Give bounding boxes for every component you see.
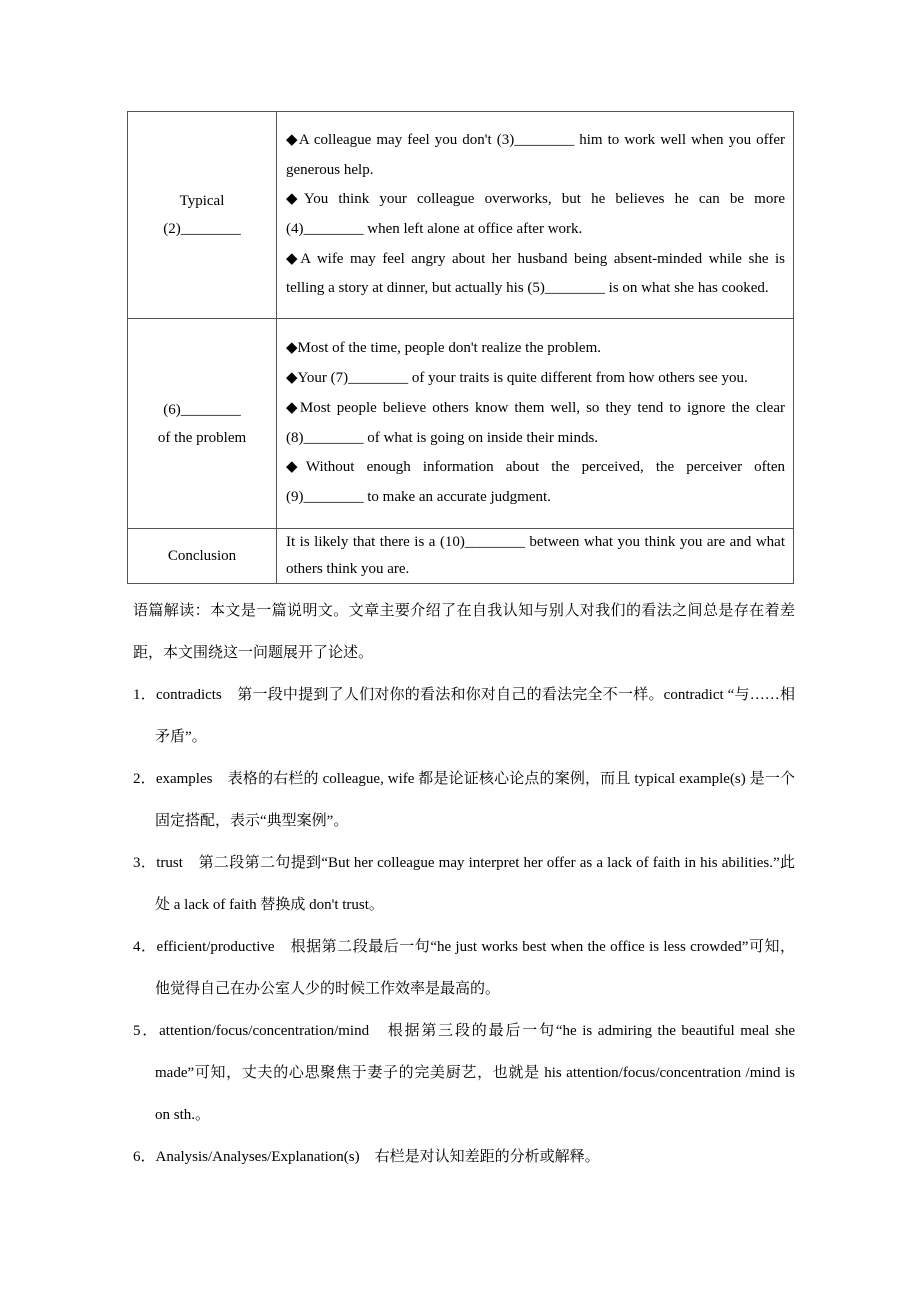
- heading-line: (6)________: [163, 401, 241, 418]
- bullet-item: ◆A wife may feel angry about her husband being absent-minded while she is telling a story at dinner, but actually his (5)________ is on what she has cooked.: [286, 250, 785, 297]
- answer-item: 4．efficient/productive 根据第二段最后一句“he just works best when the office is less crowded”可知，他觉得自己在办公室人少的时候工作效率是最高的。: [133, 939, 795, 997]
- bullet-item: ◆A colleague may feel you don't (3)________ him to work well when you offer generous help.: [286, 131, 785, 178]
- answer-item: 5．attention/focus/concentration/mind 根据第三段的最后一句“he is admiring the beautiful meal she made”可知，丈夫的心思聚焦于妻子的完美厨艺，也就是 his attention/focus/concentration /mind is on sth.。: [133, 1023, 795, 1123]
- bullet-item: ◆Most of the time, people don't realize the problem.: [286, 340, 601, 357]
- summary-table: [127, 111, 794, 584]
- answer-item: 1．contradicts 第一段中提到了人们对你的看法和你对自己的看法完全不一样。contradict “与……相矛盾”。: [133, 687, 795, 745]
- heading-line: Conclusion: [167, 548, 237, 564]
- table-row: [128, 319, 794, 529]
- bullet-item: ◆Without enough information about the perceived, the perceiver often (9)________ to make an accurate judgment.: [286, 459, 785, 505]
- answer-item: 3．trust 第二段第二句提到“But her colleague may interpret her offer as a lack of faith in his abilities.”此处 a lack of faith 替换成 don't trust。: [133, 855, 795, 913]
- table-row: [128, 112, 794, 319]
- row-heading: [128, 529, 277, 584]
- row-content: [277, 529, 794, 584]
- row-heading: [128, 112, 277, 319]
- bullet-item: ◆You think your colleague overworks, but he believes he can be more (4)________ when left alone at office after work.: [286, 191, 785, 237]
- heading-line: Typical: [179, 193, 225, 209]
- row-heading: [128, 319, 277, 529]
- heading-line: of the problem: [157, 429, 247, 446]
- bullet-item: ◆Most people believe others know them well, so they tend to ignore the clear (8)________ of what is going on inside their minds.: [286, 399, 785, 446]
- bullet-item: ◆Your (7)________ of your traits is quite different from how others see you.: [286, 370, 748, 387]
- answer-item: 2．examples 表格的右栏的 colleague, wife 都是论证核心论点的案例，而且 typical example(s) 是一个固定搭配，表示“典型案例”。: [133, 771, 795, 829]
- answer-item: 6．Analysis/Analyses/Explanation(s) 右栏是对认知差距的分析或解释。: [133, 1149, 600, 1165]
- conclusion-text: It is likely that there is a (10)________ between what you think you are and what others think you are.: [286, 534, 785, 577]
- passage-analysis: 语篇解读：本文是一篇说明文。文章主要介绍了在自我认知与别人对我们的看法之间总是存在着差距，本文围绕这一问题展开了论述。: [133, 603, 795, 661]
- answer-notes: [133, 590, 795, 1178]
- table-row: [128, 529, 794, 584]
- row-content: [277, 112, 794, 319]
- heading-line: (2)________: [163, 221, 241, 237]
- row-content: [277, 319, 794, 529]
